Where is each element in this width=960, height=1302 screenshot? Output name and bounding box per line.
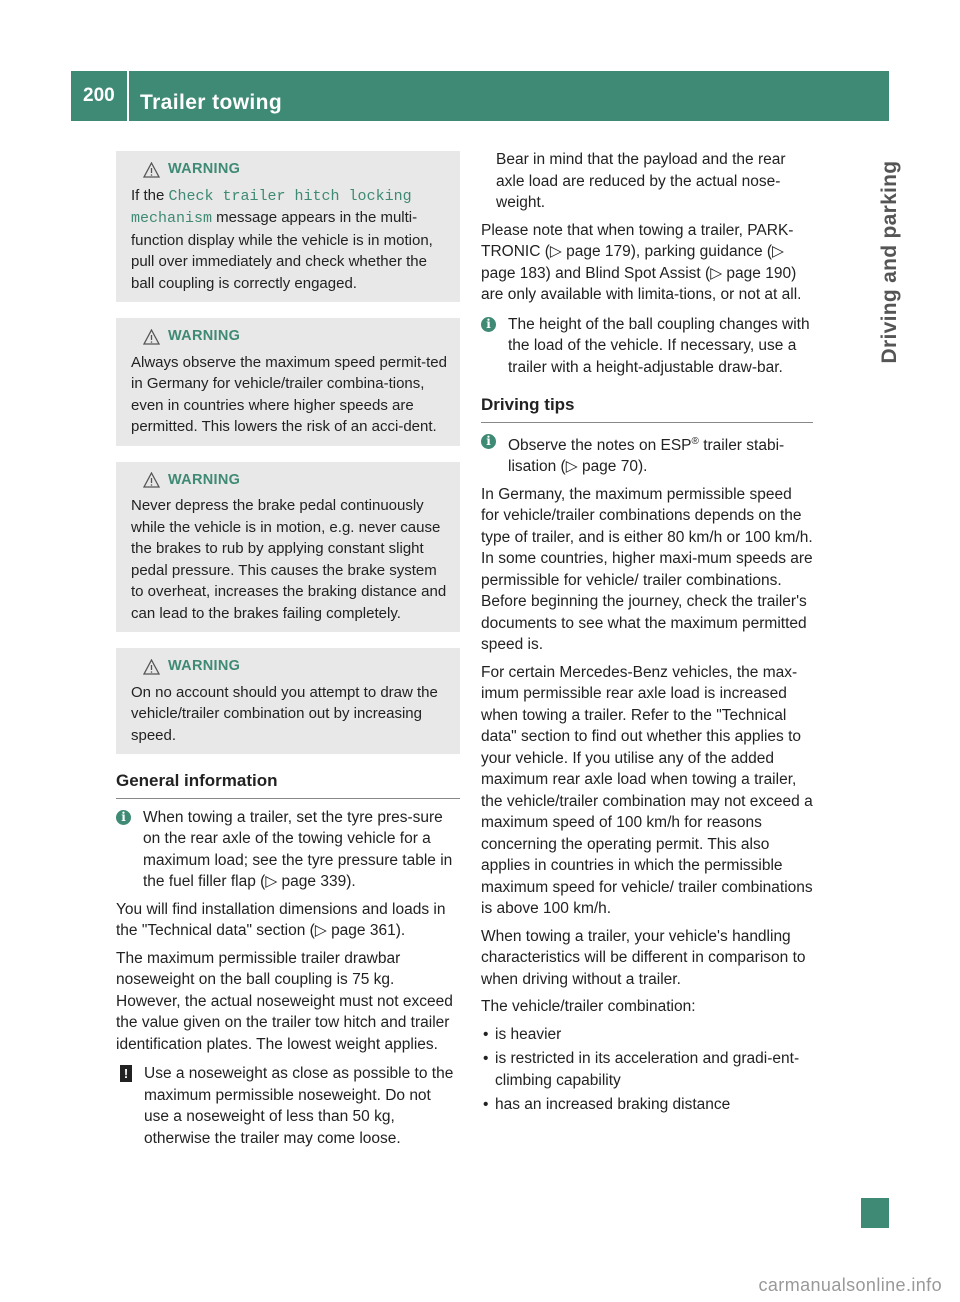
caution-text: Use a noseweight as close as possible to the maximum permissible noseweight. Do not use a noseweight of less than 50 kg, otherwise the trailer may come loose. xyxy=(144,1065,454,1147)
caution-note xyxy=(116,1063,460,1149)
warning-title: WARNING xyxy=(168,658,241,674)
warning-title: WARNING xyxy=(168,471,241,488)
paragraph: The vehicle/trailer combination: xyxy=(481,998,696,1016)
side-section-label: Driving and parking xyxy=(878,160,901,364)
right-column xyxy=(481,151,813,1119)
warning-title: WARNING xyxy=(168,328,241,344)
paragraph: When towing a trailer, your vehicle's handling characteristics will be different in comparison to when driving without a trailer. xyxy=(481,927,806,988)
warning-text: If the Check trailer hitch locking mechanism message appears in the multi-function display while the vehicle is in motion, pull over immediately and check whether the ball coupling is correctly engaged. xyxy=(131,186,433,292)
header-divider xyxy=(127,71,129,121)
left-column xyxy=(116,151,460,1155)
watermark: carmanualsonline.info xyxy=(758,1275,942,1295)
info-icon: i xyxy=(116,810,131,825)
list-item: • is heavier xyxy=(481,1024,813,1046)
page-number: 200 xyxy=(83,85,115,106)
display-message: Check trailer hitch locking mechanism xyxy=(131,187,412,227)
warning-text: Always observe the maximum speed permit-ted in Germany for vehicle/trailer combina-tions, even in countries where higher speeds are permitted. This lowers the risk of an acci-dent. xyxy=(131,353,447,435)
side-tab-marker xyxy=(861,1198,889,1228)
exclamation-icon: ! xyxy=(120,1065,132,1082)
paragraph: For certain Mercedes-Benz vehicles, the max-imum permissible rear axle load is increased when towing a trailer. Refer to the "Technical data" section to find out whether this applies to your vehicle. If you utilise any of the added maximum rear axle load when towing a trailer, the vehicle/trailer combination may not exceed a maximum speed of 100 km/h for reasons concerning the operating permit. This also applies in countries in which the permissible maximum speed for vehicle/ trailer combinations is above 100 km/h. xyxy=(481,663,813,918)
note-text: Observe the notes on ESP® trailer stabi-lisation (▷ page 70). xyxy=(508,435,785,476)
warning-box xyxy=(116,151,460,302)
section-heading-general: General information xyxy=(116,770,460,799)
note-text: The height of the ball coupling changes with the load of the vehicle. If necessary, use a trailer with a height-adjustable draw-bar. xyxy=(508,315,810,376)
paragraph: Please note that when towing a trailer, PARK-TRONIC (▷ page 179), parking guidance (▷ page 183) and Blind Spot Assist (▷ page 190) are only available with limita-tions, or not at all. xyxy=(481,221,802,303)
info-note xyxy=(481,314,813,379)
list-item: • has an increased braking distance xyxy=(481,1094,813,1116)
note-text: When towing a trailer, set the tyre pres-sure on the rear axle of the towing vehicle for a maximum load; see the tyre pressure table in the fuel filler flap (▷ page 339). xyxy=(143,808,453,890)
info-icon: i xyxy=(481,434,496,449)
info-note xyxy=(116,807,460,893)
page-title: Trailer towing xyxy=(140,91,283,114)
info-icon: i xyxy=(481,317,496,332)
warning-icon xyxy=(143,472,160,488)
note-continuation: Bear in mind that the payload and the rear axle load are reduced by the actual nose-weight. xyxy=(496,151,786,211)
warning-icon xyxy=(143,329,160,345)
warning-box xyxy=(116,648,460,754)
paragraph: You will find installation dimensions and loads in the "Technical data" section (▷ page 361). xyxy=(116,900,446,939)
warning-title: WARNING xyxy=(168,161,241,177)
warning-box xyxy=(116,318,460,446)
bullet-list xyxy=(481,1024,813,1116)
paragraph: The maximum permissible trailer drawbar noseweight on the ball coupling is 75 kg. However, the actual noseweight must not exceed the value given on the trailer tow hitch and trailer identification plates. The lowest weight applies. xyxy=(116,949,453,1053)
paragraph: In Germany, the maximum permissible speed for vehicle/trailer combinations depends on the type of trailer, and is either 80 km/h or 100 km/h. In some countries, higher maxi-mum speeds are permissible for vehicle/ trailer combinations. Before beginning the journey, check the trailer's documents to see what the maximum permitted speed is. xyxy=(481,485,813,654)
section-heading-driving-tips: Driving tips xyxy=(481,394,813,423)
list-item: • is restricted in its acceleration and gradi-ent-climbing capability xyxy=(481,1048,813,1091)
warning-box xyxy=(116,462,460,633)
warning-icon xyxy=(143,659,160,675)
warning-icon xyxy=(143,162,160,178)
warning-text: On no account should you attempt to draw the vehicle/trailer combination out by increasing speed. xyxy=(131,683,438,744)
warning-text: Never depress the brake pedal continuously while the vehicle is in motion, e.g. never cause the brakes to rub by applying constant slight pedal pressure. This causes the brake system to overheat, increases the braking distance and can lead to the brakes failing completely. xyxy=(131,497,447,622)
info-note xyxy=(481,431,813,478)
